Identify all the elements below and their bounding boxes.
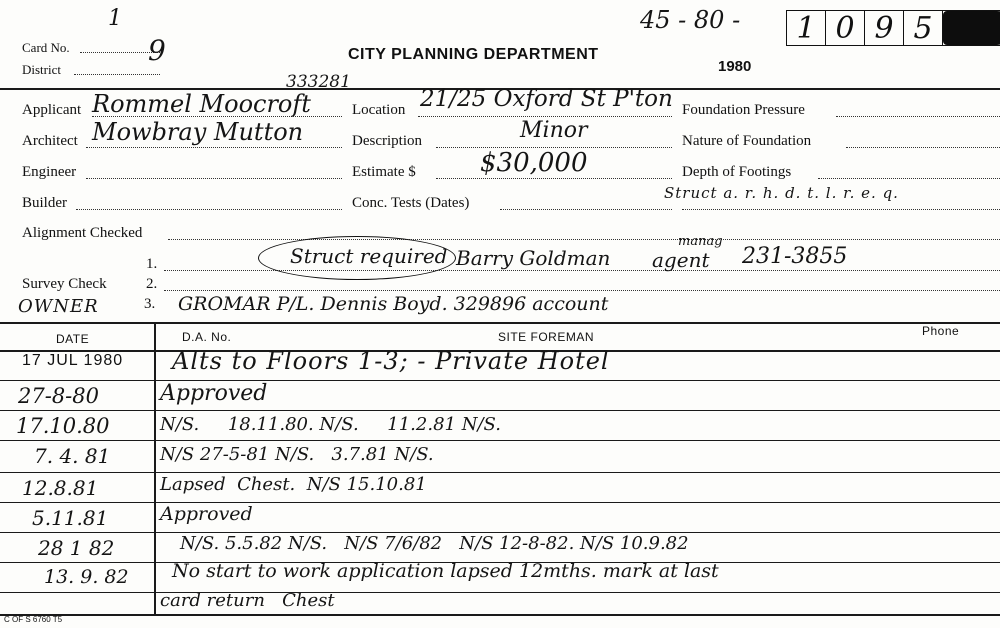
architect-line [86,147,342,148]
contact-role: agent [652,248,710,272]
card-no-value: 9 [148,34,166,67]
line-number-1: 1. [146,256,158,272]
alignment-label: Alignment Checked [22,225,143,241]
log-top-rule [0,322,1000,324]
log-row-date: 17.10.80 [16,414,110,438]
foundation-pressure-line [836,116,1000,117]
log-row-date: 7. 4. 81 [34,444,111,468]
applicant-label: Applicant [22,102,82,118]
estimate-label: Estimate $ [352,164,416,180]
log-row-date: 27-8-80 [18,384,99,408]
log-row-rule [0,592,1000,593]
log-row-text: Approved [160,503,253,525]
department-title: CITY PLANNING DEPARTMENT [348,46,599,63]
log-row-date: 17 JUL 1980 [22,352,124,369]
nature-foundation-label: Nature of Foundation [682,133,812,149]
owner-value: GROMAR P/L. Dennis Boyd. 329896 account [178,293,609,315]
column-header-date: DATE [56,332,90,346]
engineer-label: Engineer [22,164,77,180]
log-row-text: Lapsed Chest. N/S 15.10.81 [160,474,427,495]
line-number-2: 2. [146,276,158,292]
conc-tests-line [500,209,672,210]
log-row-text: N/S. 18.11.80. N/S. 11.2.81 N/S. [160,414,501,435]
log-row-rule [0,440,1000,441]
log-row-text: N/S 27-5-81 N/S. 3.7.81 N/S. [160,444,434,465]
district-label: District [22,62,61,77]
reference-box [786,10,1000,46]
architect-label: Architect [22,133,78,149]
log-row-text: No start to work application lapsed 12mths. mark at last [172,560,719,582]
survey-label: Survey Check [22,276,107,292]
conc-tests-note: Struct a. r. h. d. t. l. r. e. q. [664,184,899,202]
contact-phone: 231-3855 [742,244,848,269]
architect-value: Mowbray Mutton [92,118,304,146]
log-row-text: Alts to Floors 1-3; - Private Hotel [172,347,610,375]
depth-footings-label: Depth of Footings [682,164,792,180]
estimate-value: $30,000 [480,148,588,178]
log-row-date: 12.8.81 [22,476,99,500]
year: 1980 [718,58,752,75]
reference-prefix: 45 - 80 - [640,6,741,34]
location-line [418,116,672,117]
description-label: Description [352,133,422,149]
contact-role-note: manag [678,234,723,249]
column-header-foreman: SITE FOREMAN [498,330,595,344]
log-row-text: card return Chest [160,590,335,611]
struct-required-text: Struct required [290,244,448,268]
reference-digit: 1 [787,11,826,45]
log-row-date: 5.11.81 [32,506,109,530]
owner-label: OWNER [18,296,99,317]
column-header-da: D.A. No. [182,330,232,344]
log-row-text: Approved [160,381,268,406]
card-no-label: Card No. [22,40,70,55]
log-bottom-rule [0,614,1000,616]
survey-line-2 [164,290,1000,291]
log-row-rule [0,502,1000,503]
reference-digit: 0 [826,11,865,45]
form-code: C OF S 6760 T5 [4,615,63,624]
builder-label: Builder [22,195,67,211]
log-row-text: N/S. 5.5.82 N/S. N/S 7/6/82 N/S 12-8-82. N/S 10.9.82 [180,533,689,554]
conc-tests-label: Conc. Tests (Dates) [352,195,470,211]
log-row-rule [0,380,1000,381]
applicant-value: Rommel Moocroft [92,90,311,118]
redaction-block [943,11,1000,45]
district-line [74,74,160,75]
builder-line [76,209,342,210]
description-value: Minor [520,118,588,143]
reference-digit: 9 [865,11,904,45]
location-label: Location [352,102,406,118]
log-column-divider [154,322,156,616]
log-row-date: 13. 9. 82 [44,566,129,588]
nature-foundation-line [846,147,1000,148]
alignment-line [168,239,1000,240]
reference-digit: 5 [904,11,943,45]
line-number-3: 3. [144,296,156,312]
applicant-number: 333281 [286,72,351,92]
depth-footings-line [818,178,1000,179]
location-value: 21/25 Oxford St P'ton [420,86,673,112]
log-row-date: 28 1 82 [38,536,115,560]
column-header-phone: Phone [922,324,960,338]
extra-line [682,209,1000,210]
estimate-line [436,178,672,179]
log-row-rule [0,410,1000,411]
foundation-pressure-label: Foundation Pressure [682,102,805,118]
log-row-rule [0,472,1000,473]
contact-name: Barry Goldman [456,246,611,270]
engineer-line [86,178,342,179]
corner-mark: 1 [108,6,122,31]
